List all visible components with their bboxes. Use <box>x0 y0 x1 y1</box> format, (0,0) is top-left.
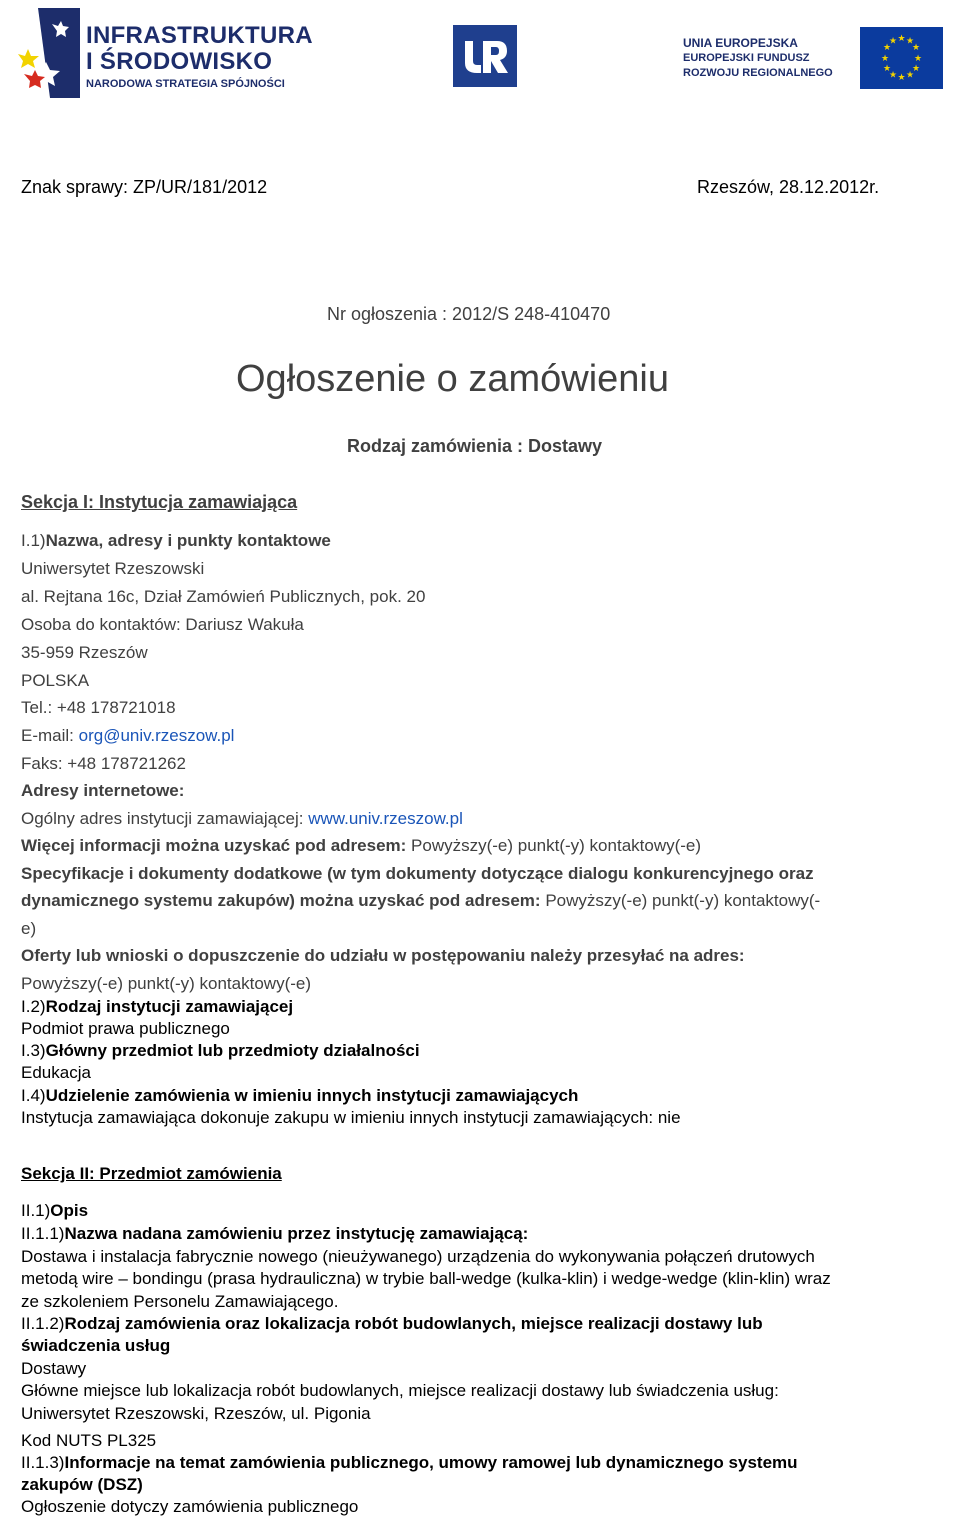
email-row <box>21 726 234 746</box>
ii11-line-2: metodą wire – bondingu (prasa hydrauliczna) w trybie ball-wedge (kulka-klin) i wedge-wedge (klin-klin) wraz <box>21 1269 831 1288</box>
ii13-value: Ogłoszenie dotyczy zamówienia publicznego <box>21 1497 359 1516</box>
org-name: Uniwersytet Rzeszowski <box>21 559 205 578</box>
ii11-prefix: II.1.1) <box>21 1224 65 1243</box>
logo-ur <box>453 25 517 87</box>
ii12-place-value: Uniwersytet Rzeszowski, Rzeszów, ul. Pigonia <box>21 1404 371 1423</box>
svg-text:★: ★ <box>911 43 921 53</box>
order-type: Rodzaj zamówienia : Dostawy <box>347 436 603 456</box>
contact-person: Osoba do kontaktów: Dariusz Wakuła <box>21 615 304 634</box>
i1-prefix: I.1) <box>21 531 46 550</box>
i4-prefix: I.4) <box>21 1086 46 1105</box>
case-reference: Znak sprawy: ZP/UR/181/2012 <box>21 177 268 197</box>
section-2-heading: Sekcja II: Przedmiot zamówienia <box>21 1164 282 1183</box>
i3-prefix: I.3) <box>21 1041 46 1060</box>
ur-monogram-icon <box>453 25 517 87</box>
specs-label: dynamicznego systemu zakupów) można uzyskać pod adresem: <box>21 891 546 910</box>
logo-line-2: I ŚRODOWISKO <box>86 48 273 75</box>
eu-line-3: ROZWOJU REGIONALNEGO <box>683 67 833 79</box>
general-address-row <box>21 809 463 829</box>
svg-text:★: ★ <box>897 34 906 44</box>
ii1-label: Opis <box>50 1201 89 1220</box>
i2-prefix: I.2) <box>21 997 46 1016</box>
specs-value-cont: e) <box>21 919 37 938</box>
ii12-heading <box>21 1314 763 1334</box>
more-info-label: Więcej informacji można uzyskać pod adresem: <box>21 836 412 855</box>
svg-text:★: ★ <box>882 64 892 74</box>
i3-heading <box>21 1041 420 1061</box>
ii13-label-cont: zakupów (DSZ) <box>21 1475 143 1494</box>
email-link[interactable]: org@univ.rzeszow.pl <box>78 726 235 745</box>
nuts-code: Kod NUTS PL325 <box>21 1431 157 1450</box>
email-label: E-mail: <box>21 726 79 745</box>
fax: Faks: +48 178721262 <box>21 754 186 773</box>
star-emblem-icon <box>8 8 80 98</box>
eu-flag-icon <box>860 27 943 89</box>
svg-text:★: ★ <box>882 43 892 53</box>
specs-line-1: Specyfikacje i dokumenty dodatkowe (w tym dokumenty dotyczące dialogu konkurencyjnego oraz <box>21 864 814 883</box>
ii12-value: Dostawy <box>21 1359 87 1378</box>
i2-value: Podmiot prawa publicznego <box>21 1019 230 1038</box>
notice-number: Nr ogłoszenia : 2012/S 248-410470 <box>327 304 611 324</box>
ii12-place-label: Główne miejsce lub lokalizacja robót budowlanych, miejsce realizacji dostawy lub świadczenia usług: <box>21 1381 779 1400</box>
svg-text:★: ★ <box>905 36 915 47</box>
ii13-label: Informacje na temat zamówienia publicznego, umowy ramowej lub dynamicznego systemu <box>64 1453 798 1472</box>
logo-infrastruktura <box>8 8 313 98</box>
i1-label: Nazwa, adresy i punkty kontaktowe <box>45 531 331 550</box>
logo-eu <box>683 27 943 89</box>
ii11-line-3: ze szkoleniem Personelu Zamawiającego. <box>21 1292 339 1311</box>
eu-line-2: EUROPEJSKI FUNDUSZ <box>683 52 810 64</box>
i2-heading <box>21 997 293 1017</box>
ii13-prefix: II.1.3) <box>21 1453 65 1472</box>
specs-value: Powyższy(-e) punkt(-y) kontaktowy(- <box>545 891 821 910</box>
svg-text:★: ★ <box>888 70 898 81</box>
more-info-row <box>21 836 701 856</box>
ii11-heading <box>21 1224 528 1244</box>
ii12-label-cont: świadczenia usług <box>21 1336 171 1355</box>
i4-heading <box>21 1086 578 1106</box>
postal-code-city: 35-959 Rzeszów <box>21 643 148 662</box>
specs-line-2 <box>21 891 820 911</box>
i3-label: Główny przedmiot lub przedmioty działalności <box>45 1041 420 1060</box>
general-address-label: Ogólny adres instytucji zamawiającej: <box>21 809 309 828</box>
ii13-heading <box>21 1453 798 1473</box>
place-date: Rzeszów, 28.12.2012r. <box>697 177 880 197</box>
page-title: Ogłoszenie o zamówieniu <box>236 358 670 400</box>
i3-value: Edukacja <box>21 1063 91 1082</box>
ii1-prefix: II.1) <box>21 1201 51 1220</box>
svg-text:★: ★ <box>911 64 921 74</box>
eu-line-1: UNIA EUROPEJSKA <box>683 36 798 50</box>
ii12-label: Rodzaj zamówienia oraz lokalizacja robót budowlanych, miejsce realizacji dostawy lub <box>64 1314 763 1333</box>
svg-text:★: ★ <box>913 54 923 64</box>
svg-text:★: ★ <box>880 54 890 64</box>
telephone: Tel.: +48 178721018 <box>21 698 176 717</box>
logo-line-1: INFRASTRUKTURA <box>86 22 313 49</box>
i4-label: Udzielenie zamówienia w imieniu innych instytucji zamawiających <box>45 1086 579 1105</box>
offers-value: Powyższy(-e) punkt(-y) kontaktowy(-e) <box>21 974 312 993</box>
section-1-heading: Sekcja I: Instytucja zamawiająca <box>21 492 298 512</box>
svg-text:★: ★ <box>897 73 906 83</box>
offers-label: Oferty lub wnioski o dopuszczenie do udziału w postępowaniu należy przesyłać na adres: <box>21 946 745 965</box>
more-info-value: Powyższy(-e) punkt(-y) kontaktowy(-e) <box>411 836 702 855</box>
country: POLSKA <box>21 671 90 690</box>
ii12-prefix: II.1.2) <box>21 1314 65 1333</box>
ii11-line-1: Dostawa i instalacja fabrycznie nowego (nieużywanego) urządzenia do wykonywania połączeń drutowych <box>21 1247 815 1266</box>
svg-text:★: ★ <box>905 70 915 81</box>
ii11-label: Nazwa nadana zamówieniu przez instytucję zamawiającą: <box>64 1224 529 1243</box>
i1-heading <box>21 531 331 551</box>
ii1-heading <box>21 1201 88 1221</box>
logo-line-3: NARODOWA STRATEGIA SPÓJNOŚCI <box>86 78 285 90</box>
web-addresses-heading: Adresy internetowe: <box>21 781 185 800</box>
i4-value: Instytucja zamawiająca dokonuje zakupu w imieniu innych instytucji zamawiających: nie <box>21 1108 681 1127</box>
svg-text:★: ★ <box>888 36 898 47</box>
org-address: al. Rejtana 16c, Dział Zamówień Publicznych, pok. 20 <box>21 587 426 606</box>
general-address-link[interactable]: www.univ.rzeszow.pl <box>308 809 463 828</box>
i2-label: Rodzaj instytucji zamawiającej <box>45 997 294 1016</box>
